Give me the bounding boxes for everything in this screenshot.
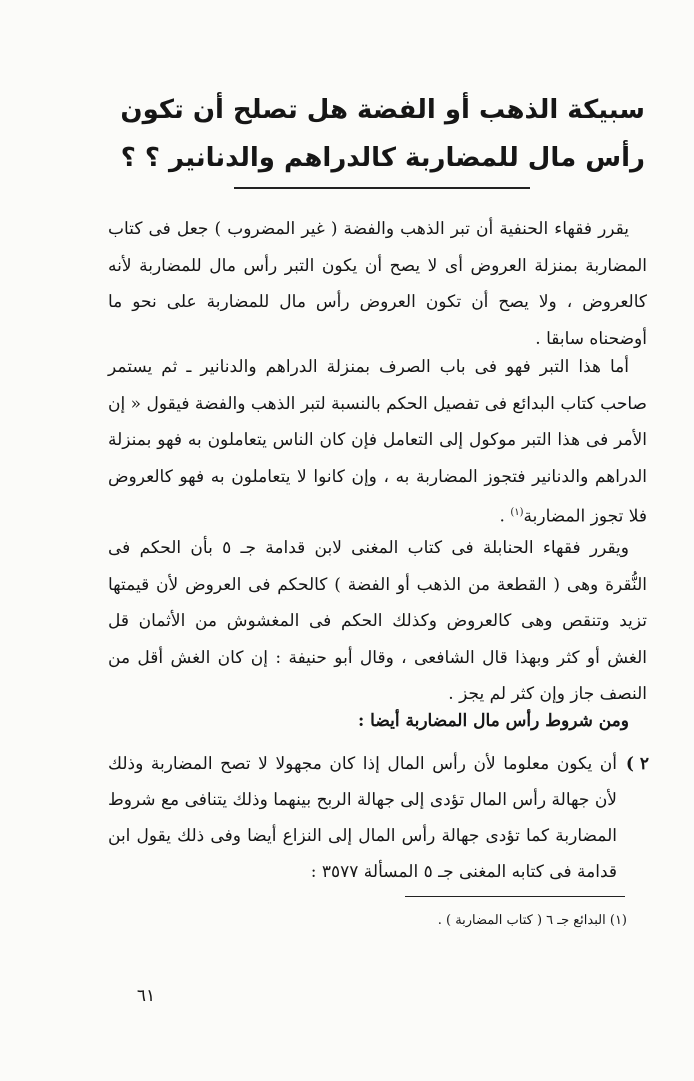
- subheading-text: ومن شروط رأس مال المضاربة أيضا :: [357, 711, 629, 731]
- condition-item: [108, 746, 649, 890]
- footnote-reference: (١): [510, 507, 524, 518]
- paragraph-hanbali: [108, 530, 647, 713]
- paragraph-text: أما هذا التبر فهو فى باب الصرف بمنزلة الدراهم والدنانير ـ ثم يستمر صاحب كتاب البدائع فى تفصيل الحكم بالنسبة لتبر الذهب والفضة فيقول « إن الأمر فى هذا التبر موكول إلى التعامل فإن كان الناس يتعاملون به فهو بمنزلة الدراهم والدنانير فتجوز المضاربة به ، وإن كانوا لا يتعاملون به فهو كالعروض فلا تجوز المضاربة: [108, 357, 647, 527]
- paragraph-text: يقرر فقهاء الحنفية أن تبر الذهب والفضة ( غير المضروب ) جعل فى كتاب المضاربة بمنزلة العروض أى لا يصح أن يكون التبر رأس مال للمضاربة لأنه كالعروض ، ولا يصح أن تكون العروض رأس مال للمضاربة على نحو ما أوضحناه سابقا .: [108, 219, 647, 349]
- section-title: سبيكة الذهب أو الفضة هل تصلح أن تكون رأس مال للمضاربة كالدراهم والدنانير ؟ ؟: [120, 95, 645, 173]
- paragraph-end: .: [499, 506, 511, 527]
- title-divider: [234, 187, 530, 189]
- paragraph-tibr: [108, 349, 647, 535]
- item-text: أن يكون معلوما لأن رأس المال إذا كان مجهولا لا تصح المضاربة وذلك لأن جهالة رأس المال تؤدى إلى جهالة الربح بينهما وذلك يتنافى مع شروط المضاربة كما تؤدى جهالة رأس المال إلى النزاع أيضا وفى ذلك يقول ابن قدامة فى كتابه المغنى جـ ٥ المسألة ٣٥٧٧ :: [108, 754, 617, 882]
- footnote: (١) البدائع جـ ٦ ( كتاب المضاربة ) .: [437, 913, 627, 928]
- paragraph-hanafi: [108, 211, 647, 357]
- item-number: ٢ ): [625, 754, 649, 774]
- footnote-divider: [405, 896, 625, 897]
- page-number: ٦١: [136, 986, 156, 1006]
- subheading: [108, 703, 647, 739]
- paragraph-text: ويقرر فقهاء الحنابلة فى كتاب المغنى لابن قدامة جـ ٥ بأن الحكم فى النُّقرة وهى ( القطعة من الذهب أو الفضة ) كالحكم فى العروض لأن قيمتها تزيد وتنقص وهى كالعروض وكذلك الحكم فى المغشوش من الأثمان قل الغش أو كثر وبهذا قال الشافعى ، وقال أبو حنيفة : إن كان الغش أقل من النصف جاز وإن كثر لم يجز .: [108, 538, 647, 704]
